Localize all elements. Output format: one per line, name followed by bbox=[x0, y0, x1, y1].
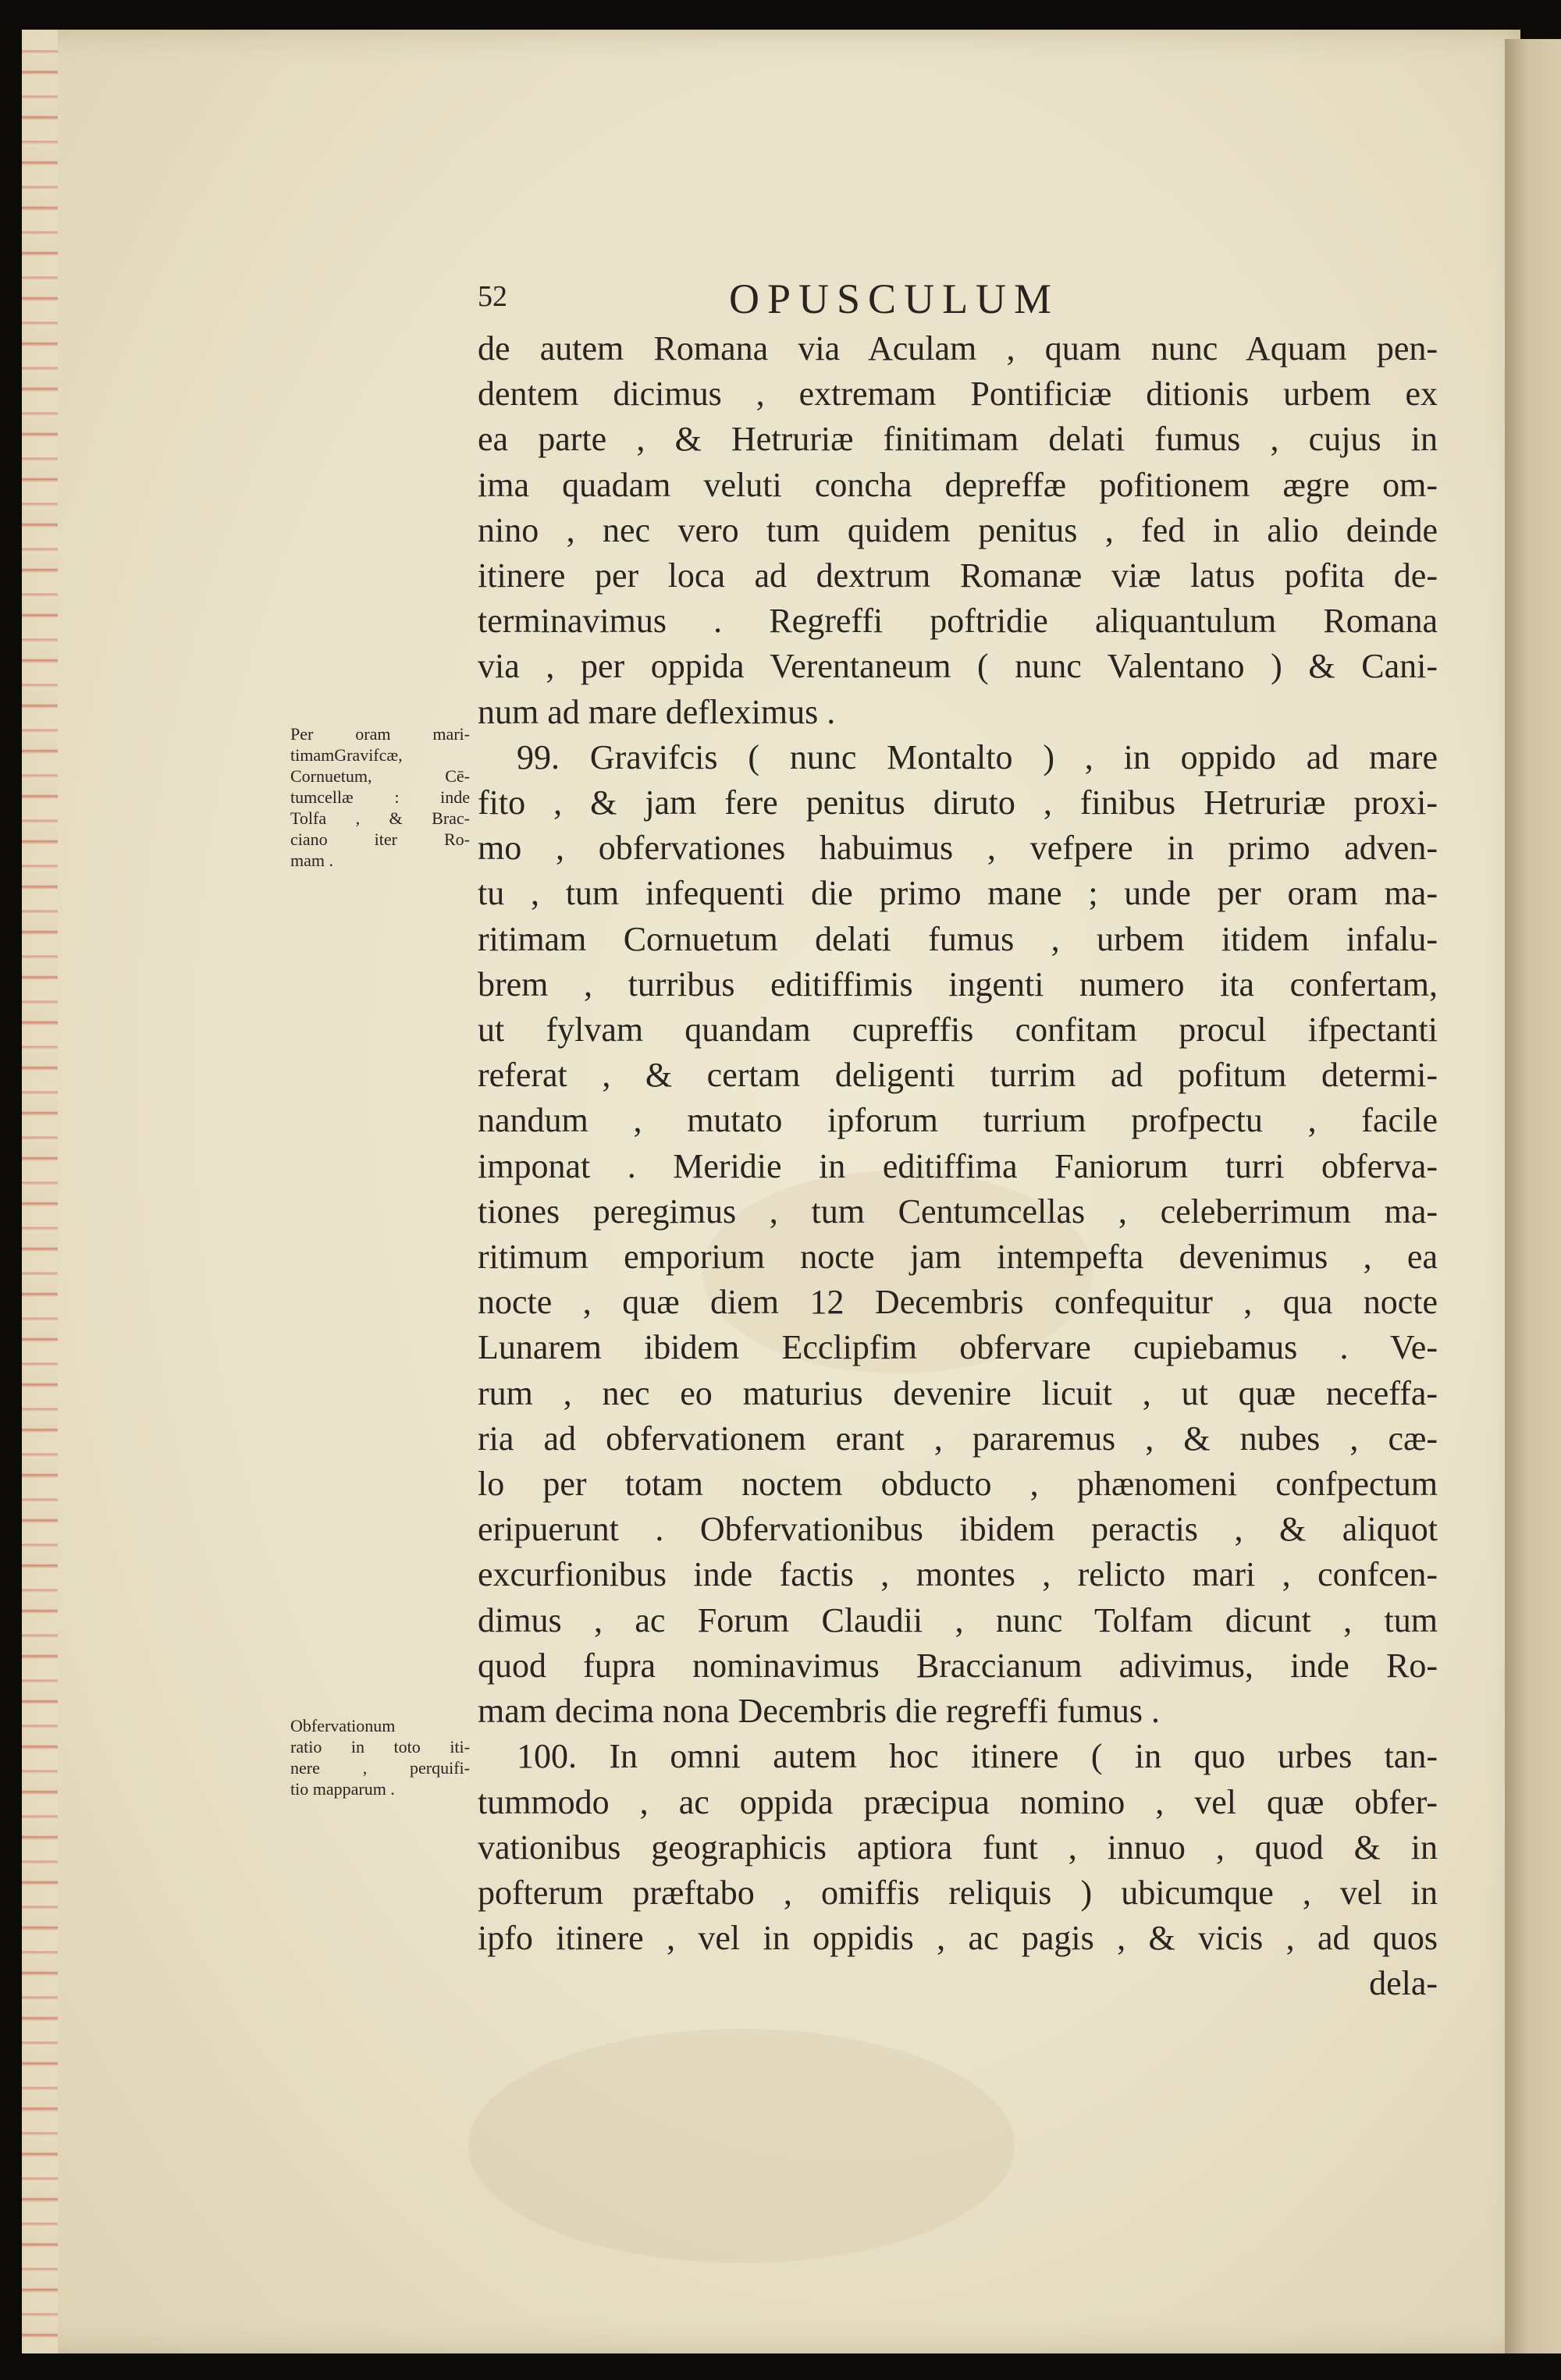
text-line: ritimum emporium nocte jam intempefta devenimus , ea bbox=[478, 1238, 1438, 1277]
margin-note-line: tumcellæ : inde bbox=[290, 787, 470, 807]
margin-note-line: ciano iter Ro- bbox=[290, 829, 470, 849]
text-line: lo per totam noctem obducto , phænomeni confpectum bbox=[478, 1465, 1438, 1504]
text-line: tiones peregimus , tum Centumcellas , celeberrimum ma- bbox=[478, 1192, 1438, 1231]
page-number: 52 bbox=[478, 280, 507, 313]
paragraph-99-start: 99. Gravifcis ( nunc Montalto ) , in oppido ad mare bbox=[517, 737, 1438, 776]
text-line: fito , & jam fere penitus diruto , finibus Hetruriæ proxi- bbox=[478, 783, 1438, 822]
margin-note-line: nere , perquifi- bbox=[290, 1758, 470, 1778]
catchword: dela- bbox=[1369, 1964, 1438, 2003]
margin-note-line: mam . bbox=[290, 851, 333, 870]
text-line: ipfo itinere , vel in oppidis , ac pagis , & vicis , ad quos bbox=[478, 1919, 1438, 1958]
text-line: itinere per loca ad dextrum Romanæ viæ latus pofita de- bbox=[478, 556, 1438, 595]
margin-note-line: Obfervationum bbox=[290, 1716, 396, 1735]
text-line: ea parte , & Hetruriæ finitimam delati fumus , cujus in bbox=[478, 420, 1438, 459]
text-line: quod fupra nominavimus Braccianum adivimus, inde Ro- bbox=[478, 1646, 1438, 1685]
text-line: rum , nec eo maturius devenire licuit , ut quæ neceffa- bbox=[478, 1373, 1438, 1412]
text-line: ut fylvam quandam cupreffis confitam procul ifpectanti bbox=[478, 1011, 1438, 1050]
margin-note-line: Per oram mari- bbox=[290, 724, 470, 744]
margin-note-line: tio mapparum . bbox=[290, 1779, 395, 1799]
text-line: via , per oppida Verentaneum ( nunc Valentano ) & Cani- bbox=[478, 647, 1438, 686]
text-line: ima quadam veluti concha depreffæ pofitionem ægre om- bbox=[478, 465, 1438, 504]
text-line: Lunarem ibidem Ecclipfim obfervare cupiebamus . Ve- bbox=[478, 1328, 1438, 1367]
margin-note-line: Cornuetum, Cē- bbox=[290, 766, 470, 786]
margin-note bbox=[290, 723, 470, 871]
paragraph-100-start: 100. In omni autem hoc itinere ( in quo urbes tan- bbox=[517, 1737, 1438, 1776]
text-line: nandum , mutato ipforum turrium profpectu , facile bbox=[478, 1101, 1438, 1140]
page-edge-right bbox=[1505, 39, 1561, 2353]
text-line: ria ad obfervationem erant , pararemus , & nubes , cæ- bbox=[478, 1419, 1438, 1458]
page-edge-left bbox=[22, 30, 58, 2353]
margin-note bbox=[290, 1715, 470, 1799]
text-line: tu , tum infequenti die primo mane ; unde per oram ma- bbox=[478, 874, 1438, 913]
text-line: dimus , ac Forum Claudii , nunc Tolfam dicunt , tum bbox=[478, 1600, 1438, 1639]
text-line: mo , obfervationes habuimus , vefpere in primo adven- bbox=[478, 829, 1438, 868]
margin-note-line: timamGravifcæ, bbox=[290, 745, 403, 765]
text-line: num ad mare defleximus . bbox=[478, 692, 836, 731]
text-line: imponat . Meridie in editiffima Faniorum turri obferva- bbox=[478, 1146, 1438, 1185]
text-line: dentem dicimus , extremam Pontificiæ ditionis urbem ex bbox=[478, 375, 1438, 414]
text-line: nocte , quæ diem 12 Decembris confequitur , qua nocte bbox=[478, 1283, 1438, 1322]
running-title: OPUSCULUM bbox=[729, 275, 1060, 322]
text-line: vationibus geographicis aptiora funt , innuo , quod & in bbox=[478, 1828, 1438, 1867]
text-line: ritimam Cornuetum delati fumus , urbem itidem infalu- bbox=[478, 919, 1438, 958]
text-line: mam decima nona Decembris die regreffi fumus . bbox=[478, 1692, 1160, 1731]
text-line: tummodo , ac oppida præcipua nomino , vel quæ obfer- bbox=[478, 1782, 1438, 1821]
margin-note-line: Tolfa , & Brac- bbox=[290, 808, 470, 828]
paper-stain bbox=[468, 2029, 1015, 2263]
text-line: eripuerunt . Obfervationibus ibidem peractis , & aliquot bbox=[478, 1510, 1438, 1549]
text-line: referat , & certam deligenti turrim ad pofitum determi- bbox=[478, 1056, 1438, 1095]
body-text bbox=[478, 326, 1438, 2007]
text-line: terminavimus . Regreffi poftridie aliquantulum Romana bbox=[478, 602, 1438, 641]
text-line: de autem Romana via Aculam , quam nunc Aquam pen- bbox=[478, 329, 1438, 368]
text-line: nino , nec vero tum quidem penitus , fed in alio deinde bbox=[478, 510, 1438, 549]
margin-note-line: ratio in toto iti- bbox=[290, 1737, 470, 1757]
text-line: excurfionibus inde factis , montes , relicto mari , confcen- bbox=[478, 1555, 1438, 1594]
text-line: pofterum præftabo , omiffis reliquis ) ubicumque , vel in bbox=[478, 1873, 1438, 1912]
page-header bbox=[478, 275, 1180, 329]
text-line: brem , turribus editiffimis ingenti numero ita confertam, bbox=[478, 964, 1438, 1004]
